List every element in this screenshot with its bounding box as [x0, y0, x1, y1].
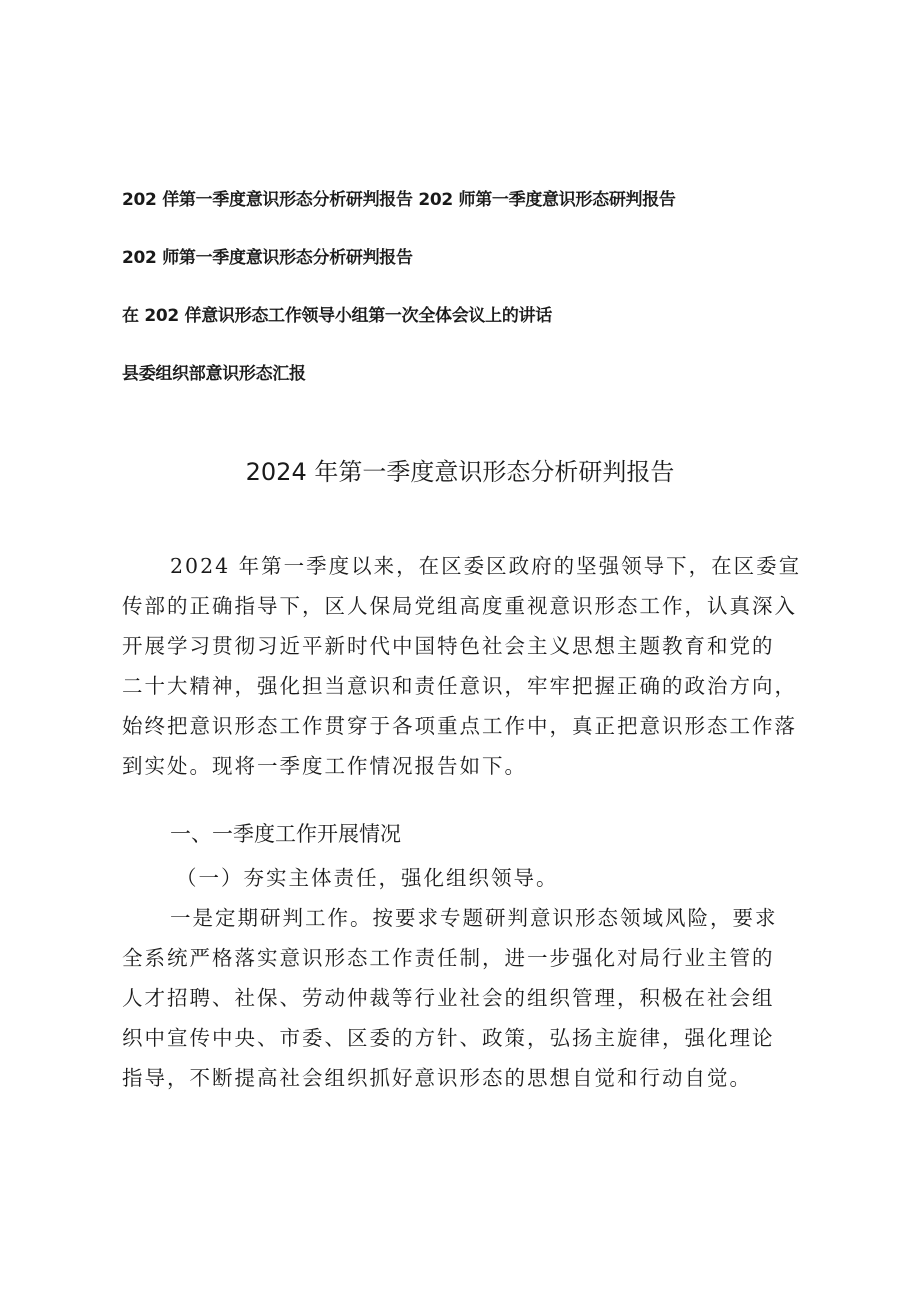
related-document-link[interactable]: 县委组织部意识形态汇报: [122, 364, 306, 384]
body-paragraph: [122, 898, 778, 1098]
paragraph-line: 一是定期研判工作。按要求专题研判意识形态领域风险，要求: [170, 906, 778, 930]
paragraph-line: 人才招聘、社保、劳动仲裁等行业社会的组织管理，积极在社会组: [122, 986, 775, 1010]
paragraph-line: 开展学习贯彻习近平新时代中国特色社会主义思想主题教育和党的: [122, 634, 775, 658]
paragraph-line: 传部的正确指导下，区人保局党组高度重视意识形态工作，认真深入: [122, 594, 797, 618]
related-document-link[interactable]: 在 202 佯意识形态工作领导小组第一次全体会议上的讲话: [122, 306, 552, 326]
related-documents-list: [122, 186, 676, 418]
document-title: 2024 年第一季度意识形态分析研判报告: [245, 458, 675, 486]
paragraph-line: 全系统严格落实意识形态工作责任制，进一步强化对局行业主管的: [122, 946, 775, 970]
paragraph-line: 指导，不断提高社会组织抓好意识形态的思想自觉和行动自觉。: [122, 1066, 752, 1090]
subsection-heading: （一）夯实主体责任，强化组织领导。: [176, 866, 559, 890]
paragraph-line: 始终把意识形态工作贯穿于各项重点工作中，真正把意识形态工作落: [122, 714, 797, 738]
related-document-link[interactable]: 202 师第一季度意识形态分析研判报告: [122, 248, 413, 268]
paragraph-line: 织中宣传中央、市委、区委的方针、政策，弘扬主旋律，强化理论: [122, 1026, 775, 1050]
paragraph-line: 2024 年第一季度以来，在区委区政府的坚强领导下，在区委宣: [170, 554, 802, 578]
paragraph-line: 到实处。现将一季度工作情况报告如下。: [122, 754, 527, 778]
intro-paragraph: [122, 546, 801, 786]
related-document-link[interactable]: 202 佯第一季度意识形态分析研判报告 202 师第一季度意识形态研判报告: [122, 190, 676, 210]
section-heading: 一、一季度工作开展情况: [170, 822, 401, 846]
paragraph-line: 二十大精神，强化担当意识和责任意识，牢牢把握正确的政治方向，: [122, 674, 797, 698]
